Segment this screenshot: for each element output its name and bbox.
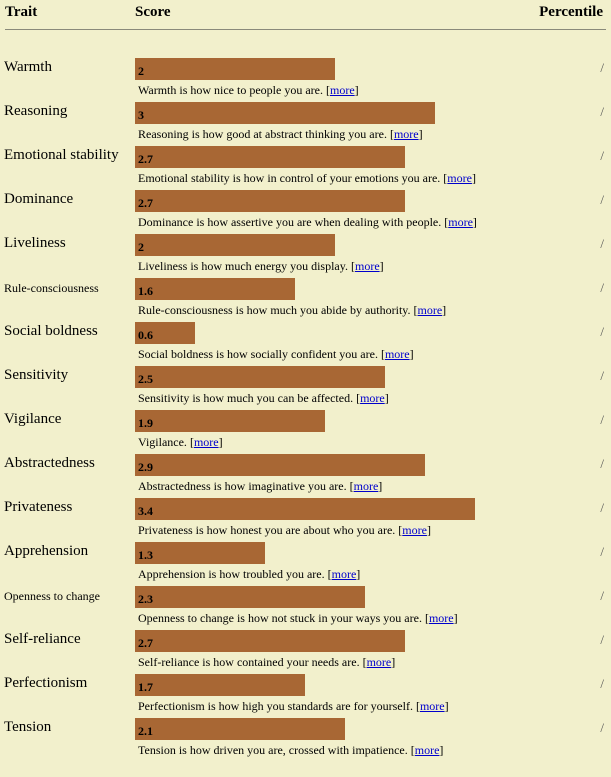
- score-value-label: 2.7: [138, 196, 153, 210]
- trait-label: Privateness: [4, 499, 73, 515]
- score-value-label: 2: [138, 64, 144, 78]
- trait-description-text: Warmth is how nice to people you are.: [138, 83, 323, 97]
- percentile-value: /: [600, 280, 604, 295]
- score-bar: [135, 234, 335, 256]
- more-link[interactable]: more: [329, 83, 355, 97]
- score-value-label: 3.4: [138, 504, 153, 518]
- trait-row: [0, 498, 611, 542]
- score-value-label: 2.5: [138, 372, 153, 386]
- score-bar: [135, 410, 325, 432]
- trait-description-text: Tension is how driven you are, crossed with impatience.: [138, 743, 408, 757]
- score-bar: [135, 278, 295, 300]
- trait-description: Liveliness is how much energy you display. [more]: [138, 259, 384, 273]
- score-value-label: 3: [138, 108, 144, 122]
- trait-description-text: Openness to change is how not stuck in your ways you are.: [138, 611, 422, 625]
- trait-description: Apprehension is how troubled you are. [more]: [138, 567, 361, 581]
- trait-row: [0, 718, 611, 762]
- score-bar: [135, 146, 405, 168]
- score-value-label: 0.6: [138, 328, 153, 342]
- score-value-label: 2.3: [138, 592, 153, 606]
- trait-label: Vigilance: [4, 411, 62, 427]
- score-value-label: 1.3: [138, 548, 153, 562]
- score-value-label: 2.9: [138, 460, 153, 474]
- trait-row: [0, 630, 611, 674]
- trait-description: Openness to change is how not stuck in your ways you are. [more]: [138, 611, 458, 625]
- trait-row: [0, 234, 611, 278]
- trait-label: Warmth: [4, 59, 52, 75]
- score-value-label: 2.7: [138, 636, 153, 650]
- trait-row: [0, 366, 611, 410]
- trait-label: Liveliness: [4, 235, 66, 251]
- percentile-value: /: [600, 236, 604, 251]
- trait-description: Emotional stability is how in control of your emotions you are. [more]: [138, 171, 476, 185]
- more-link[interactable]: more: [417, 303, 443, 317]
- percentile-value: /: [600, 148, 604, 163]
- trait-row: [0, 322, 611, 366]
- percentile-value: /: [600, 368, 604, 383]
- percentile-value: /: [600, 720, 604, 735]
- score-value-label: 1.9: [138, 416, 153, 430]
- trait-row: [0, 102, 611, 146]
- score-bar: [135, 454, 425, 476]
- more-link[interactable]: more: [448, 215, 473, 229]
- trait-label: Tension: [4, 719, 52, 735]
- more-link[interactable]: more: [393, 127, 419, 141]
- trait-description-text: Rule-consciousness is how much you abide by authority.: [138, 303, 411, 317]
- trait-label: Abstractedness: [4, 455, 95, 471]
- trait-description-text: Reasoning is how good at abstract thinking you are.: [138, 127, 387, 141]
- more-link[interactable]: more: [384, 347, 410, 361]
- table-header: [0, 0, 611, 30]
- percentile-value: /: [600, 192, 604, 207]
- trait-label: Emotional stability: [4, 147, 119, 163]
- trait-row: [0, 674, 611, 718]
- trait-row: [0, 146, 611, 190]
- header-percentile: Percentile: [539, 4, 603, 20]
- percentile-value: /: [600, 500, 604, 515]
- more-link[interactable]: more: [366, 655, 392, 669]
- trait-description: Warmth is how nice to people you are. [more]: [138, 83, 359, 97]
- trait-label: Rule-consciousness: [4, 281, 99, 295]
- percentile-value: /: [600, 456, 604, 471]
- more-link[interactable]: more: [360, 391, 385, 405]
- trait-description-text: Apprehension is how troubled you are.: [138, 567, 325, 581]
- more-link[interactable]: more: [428, 611, 454, 625]
- trait-description: Social boldness is how socially confident you are. [more]: [138, 347, 414, 361]
- trait-row: [0, 586, 611, 630]
- trait-description: Reasoning is how good at abstract thinking you are. [more]: [138, 127, 423, 141]
- percentile-value: /: [600, 324, 604, 339]
- trait-label: Reasoning: [4, 103, 68, 119]
- trait-label: Sensitivity: [4, 367, 69, 383]
- trait-description-text: Liveliness is how much energy you display.: [138, 259, 348, 273]
- trait-description: Tension is how driven you are, crossed with impatience. [more]: [138, 743, 444, 757]
- trait-row: [0, 410, 611, 454]
- trait-description: Self-reliance is how contained your needs are. [more]: [138, 655, 396, 669]
- score-value-label: 2: [138, 240, 144, 254]
- percentile-value: /: [600, 676, 604, 691]
- score-value-label: 1.6: [138, 284, 153, 298]
- header-score: Score: [135, 4, 171, 20]
- trait-row: [0, 542, 611, 586]
- trait-row: [0, 190, 611, 234]
- trait-description: Privateness is how honest you are about who you are. [more]: [138, 523, 431, 537]
- more-link[interactable]: more: [354, 259, 380, 273]
- trait-label: Self-reliance: [4, 631, 81, 647]
- score-value-label: 2.7: [138, 152, 153, 166]
- score-bar: [135, 322, 195, 344]
- more-link[interactable]: more: [353, 479, 379, 493]
- more-link[interactable]: more: [193, 435, 219, 449]
- trait-row: [0, 58, 611, 102]
- score-bar: [135, 586, 365, 608]
- score-bar: [135, 630, 405, 652]
- trait-label: Social boldness: [4, 323, 98, 339]
- score-bar: [135, 190, 405, 212]
- trait-description-text: Perfectionism is how high you standards are for yourself.: [138, 699, 413, 713]
- trait-description-text: Sensitivity is how much you can be affected.: [138, 391, 354, 405]
- trait-description-text: Social boldness is how socially confident you are.: [138, 347, 378, 361]
- score-bar: [135, 718, 345, 740]
- score-bar: [135, 58, 335, 80]
- trait-row: [0, 278, 611, 322]
- score-value-label: 2.1: [138, 724, 153, 738]
- trait-description: Abstractedness is how imaginative you are. [more]: [138, 479, 383, 493]
- trait-description-text: Vigilance.: [138, 435, 187, 449]
- percentile-value: /: [600, 544, 604, 559]
- score-bar: [135, 674, 305, 696]
- trait-description-text: Dominance is how assertive you are when dealing with people.: [138, 215, 442, 229]
- score-bar: [135, 366, 385, 388]
- trait-label: Openness to change: [4, 589, 100, 603]
- more-link[interactable]: more: [419, 699, 445, 713]
- trait-description-text: Emotional stability is how in control of your emotions you are.: [138, 171, 441, 185]
- trait-description-text: Privateness is how honest you are about who you are.: [138, 523, 396, 537]
- more-link[interactable]: more: [402, 523, 427, 537]
- percentile-value: /: [600, 60, 604, 75]
- header-trait: Trait: [5, 4, 38, 20]
- trait-description: Dominance is how assertive you are when dealing with people. [more]: [138, 215, 477, 229]
- more-link[interactable]: more: [447, 171, 472, 185]
- trait-label: Perfectionism: [4, 675, 88, 691]
- trait-description: Sensitivity is how much you can be affected. [more]: [138, 391, 389, 405]
- trait-description-text: Abstractedness is how imaginative you are.: [138, 479, 347, 493]
- header-divider: [5, 29, 606, 30]
- trait-label: Dominance: [4, 191, 74, 207]
- score-bar: [135, 542, 265, 564]
- score-bar: [135, 498, 475, 520]
- score-value-label: 1.7: [138, 680, 153, 694]
- trait-description: Rule-consciousness is how much you abide by authority. [more]: [138, 303, 447, 317]
- percentile-value: /: [600, 588, 604, 603]
- trait-description: Perfectionism is how high you standards are for yourself. [more]: [138, 699, 449, 713]
- score-bar: [135, 102, 435, 124]
- percentile-value: /: [600, 104, 604, 119]
- trait-description-text: Self-reliance is how contained your needs are.: [138, 655, 360, 669]
- percentile-value: /: [600, 632, 604, 647]
- more-link[interactable]: more: [331, 567, 357, 581]
- trait-description: Vigilance. [more]: [138, 435, 223, 449]
- trait-label: Apprehension: [4, 543, 89, 559]
- more-link[interactable]: more: [414, 743, 440, 757]
- trait-row: [0, 454, 611, 498]
- percentile-value: /: [600, 412, 604, 427]
